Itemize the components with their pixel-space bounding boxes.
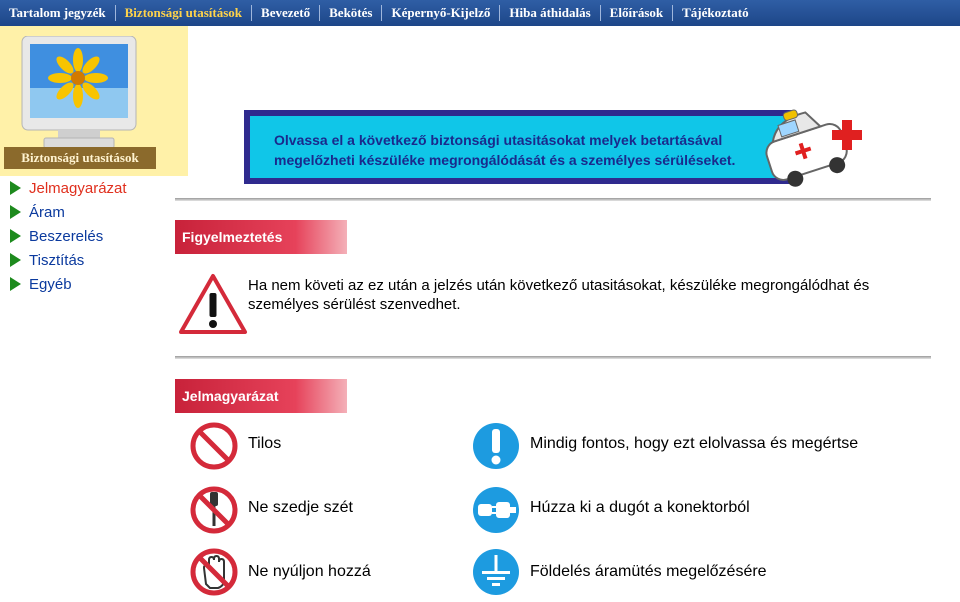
legend-heading: Jelmagyarázat — [175, 379, 347, 413]
intro-banner-inner — [250, 116, 786, 178]
divider — [175, 198, 931, 201]
nav-biztonsagi-utasitasok[interactable]: Biztonsági utasítások — [116, 5, 252, 21]
unplug-icon — [470, 484, 522, 536]
warning-heading: Figyelmeztetés — [175, 220, 347, 254]
legend-label: Ne nyúljon hozzá — [248, 563, 371, 580]
side-menu-item-aram[interactable] — [10, 200, 127, 224]
warning-triangle-icon — [178, 273, 248, 335]
side-menu-label: Beszerelés — [29, 227, 104, 245]
side-menu-item-jelmagyarazat[interactable] — [10, 176, 127, 200]
no-disassemble-icon — [188, 484, 240, 536]
intro-banner — [244, 110, 792, 184]
intro-banner-line-2: megelőzheti készüléke megrongálódását és a személyes sérüléseket. — [274, 152, 736, 168]
do-not-touch-icon — [188, 546, 240, 598]
side-menu-label: Jelmagyarázat — [29, 179, 127, 197]
side-menu — [10, 176, 127, 296]
nav-eloirasok[interactable]: Előírások — [601, 5, 673, 21]
legend-label: Ne szedje szét — [248, 499, 353, 516]
nav-tartalom-jegyzek[interactable]: Tartalom jegyzék — [0, 5, 116, 21]
warning-text: Ha nem követi az ez után a jelzés után következő utasitásokat, készüléke megrongálódhat és személyes sérülést szenvedhet. — [248, 277, 870, 313]
side-menu-item-beszereles[interactable] — [10, 224, 127, 248]
important-icon — [470, 420, 522, 472]
side-menu-label: Áram — [29, 203, 65, 221]
intro-banner-text — [274, 130, 735, 170]
intro-banner-line-1: Olvassa el a következő biztonsági utasitásokat melyek betartásával — [274, 132, 723, 148]
arrow-right-icon — [10, 229, 21, 243]
arrow-right-icon — [10, 181, 21, 195]
ground-icon — [470, 546, 522, 598]
nav-bevezeto[interactable]: Bevezető — [252, 5, 320, 21]
legend-label: Húzza ki a dugót a konektorból — [530, 499, 750, 516]
legend-label: Földelés áramütés megelőzésére — [530, 563, 767, 580]
top-navigation — [0, 0, 960, 26]
arrow-right-icon — [10, 205, 21, 219]
nav-bekotes[interactable]: Bekötés — [320, 5, 382, 21]
prohibited-icon — [188, 420, 240, 472]
nav-kepernyo-kijelzo[interactable]: Képernyő-Kijelző — [382, 5, 500, 21]
divider — [175, 356, 931, 359]
monitor-illustration — [16, 36, 142, 156]
ambulance-icon — [756, 100, 868, 192]
nav-tajekoztato[interactable]: Tájékoztató — [682, 5, 749, 20]
legend-label: Tilos — [248, 435, 282, 452]
side-menu-label: Egyéb — [29, 275, 72, 293]
side-menu-item-egyeb[interactable] — [10, 272, 127, 296]
section-title: Biztonsági utasítások — [4, 147, 156, 169]
arrow-right-icon — [10, 253, 21, 267]
side-menu-label: Tisztítás — [29, 251, 85, 269]
arrow-right-icon — [10, 277, 21, 291]
legend-label: Mindig fontos, hogy ezt elolvassa és megértse — [530, 435, 859, 452]
side-menu-item-tisztitas[interactable] — [10, 248, 127, 272]
nav-hiba-athidalas[interactable]: Hiba áthidalás — [500, 5, 600, 21]
